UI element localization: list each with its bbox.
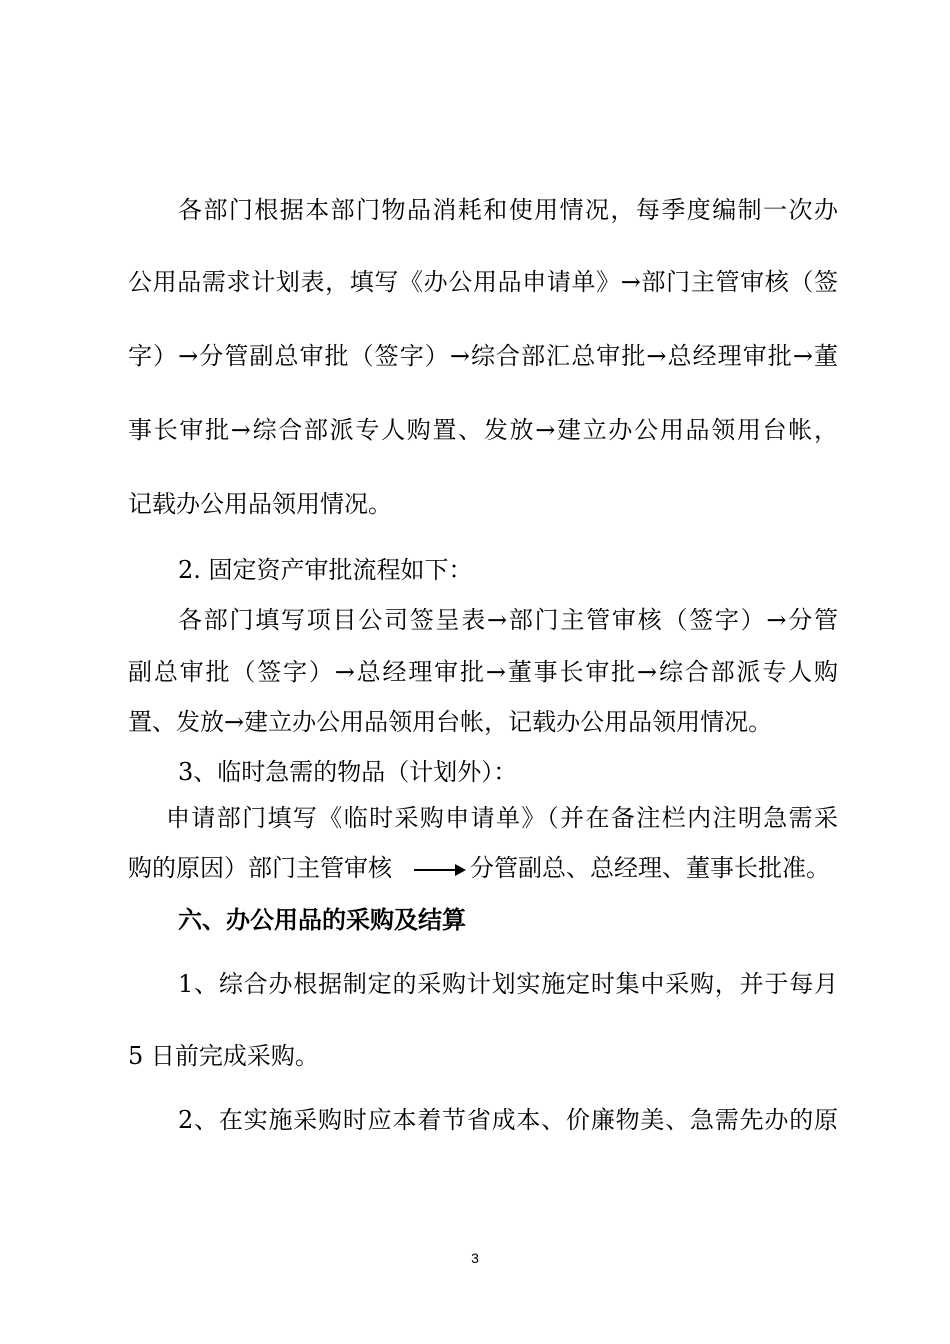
body-line: 置、发放→建立办公用品领用台帐，记载办公用品领用情况。 [128, 708, 773, 736]
section-item-2: 2. 固定资产审批流程如下： [178, 556, 473, 584]
body-line-with-arrow [128, 852, 838, 884]
body-line: 事长审批→综合部派专人购置、发放→建立办公用品领用台帐， [128, 416, 838, 444]
body-line: 1、综合办根据制定的采购计划实施定时集中采购，并于每月 [178, 970, 838, 998]
body-line-part: 分管副总、总经理、董事长批准。 [470, 854, 830, 882]
right-arrow-icon [414, 860, 466, 880]
body-line: 各部门根据本部门物品消耗和使用情况，每季度编制一次办 [178, 196, 838, 224]
body-line: 记载办公用品领用情况。 [128, 490, 392, 518]
section-item-3: 3、临时急需的物品（计划外）： [178, 758, 518, 786]
body-line: 字）→分管副总审批（签字）→综合部汇总审批→总经理审批→董 [128, 342, 838, 370]
body-line: 5 日前完成采购。 [128, 1042, 319, 1070]
body-line: 2、在实施采购时应本着节省成本、价廉物美、急需先办的原 [178, 1106, 838, 1134]
body-line-part: 购的原因）部门主管审核 [128, 854, 392, 882]
body-line: 申请部门填写《临时采购申请单》（并在备注栏内注明急需采 [166, 804, 838, 832]
body-line: 各部门填写项目公司签呈表→部门主管审核（签字）→分管 [178, 606, 838, 634]
section-heading: 六、办公用品的采购及结算 [178, 906, 466, 934]
body-line: 副总审批（签字）→总经理审批→董事长审批→综合部派专人购 [128, 658, 838, 686]
body-line: 公用品需求计划表，填写《办公用品申请单》→部门主管审核（签 [128, 268, 838, 296]
page-number: 3 [471, 1250, 479, 1266]
